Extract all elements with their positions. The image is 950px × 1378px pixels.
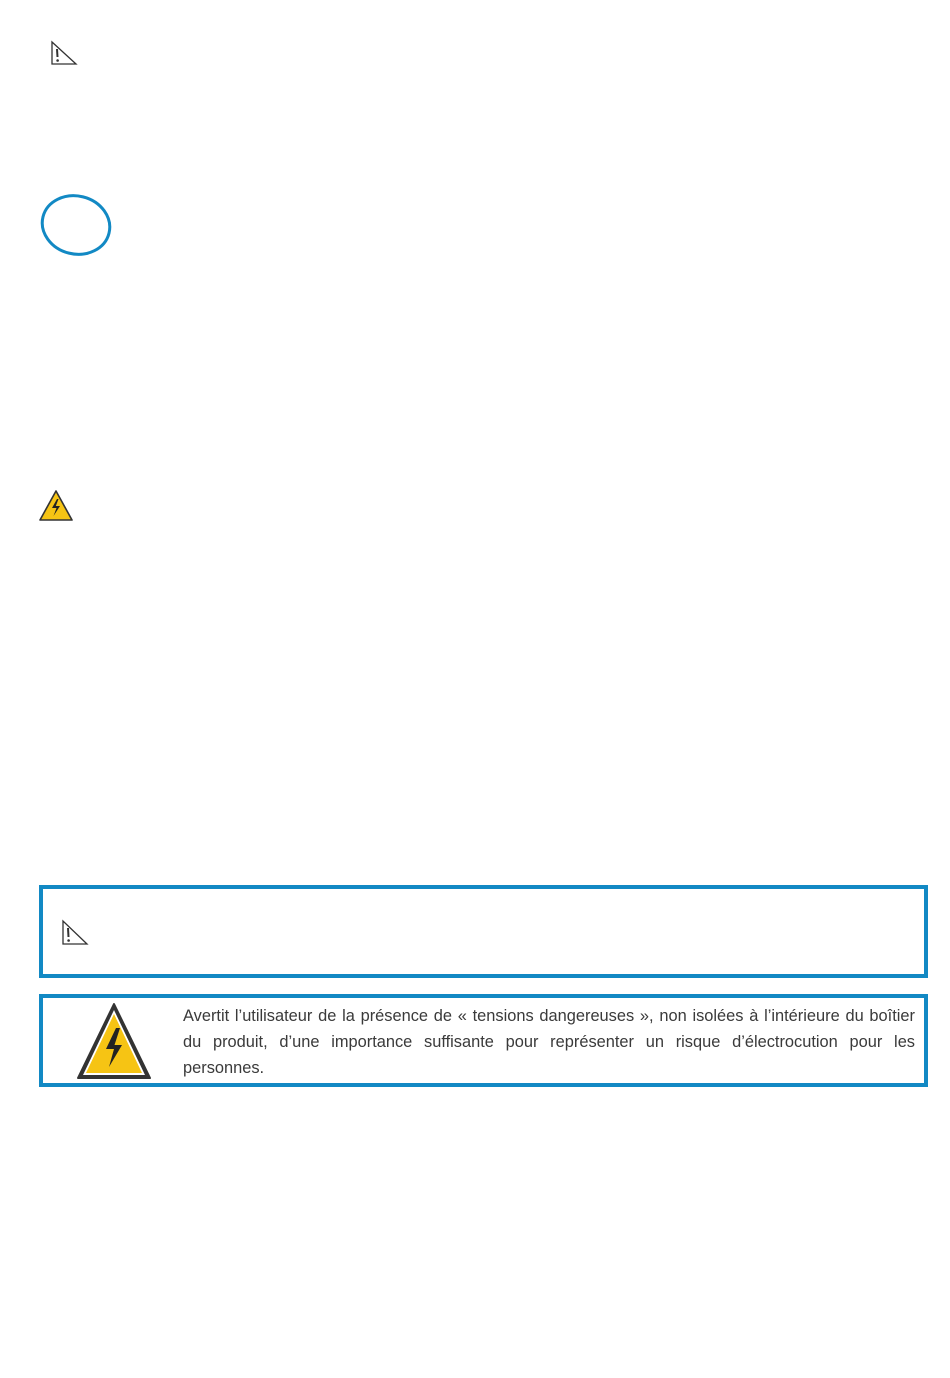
caution-triangle-icon: [48, 40, 78, 67]
shock-warning-box: [39, 994, 928, 1087]
shock-warning-text: Avertit l’utilisateur de la présence de « tensions dangereuses », non isolées à l’intérieure du boîtier du produit, d’une importance suffisante pour représenter un risque d’électrocution pour les personnes.: [183, 1007, 915, 1077]
caution-box: [39, 885, 928, 978]
electric-shock-warning-icon: [75, 1001, 153, 1081]
electric-shock-warning-icon: [38, 489, 74, 522]
language-circle-icon: [39, 193, 113, 257]
caution-triangle-icon: [59, 919, 89, 947]
